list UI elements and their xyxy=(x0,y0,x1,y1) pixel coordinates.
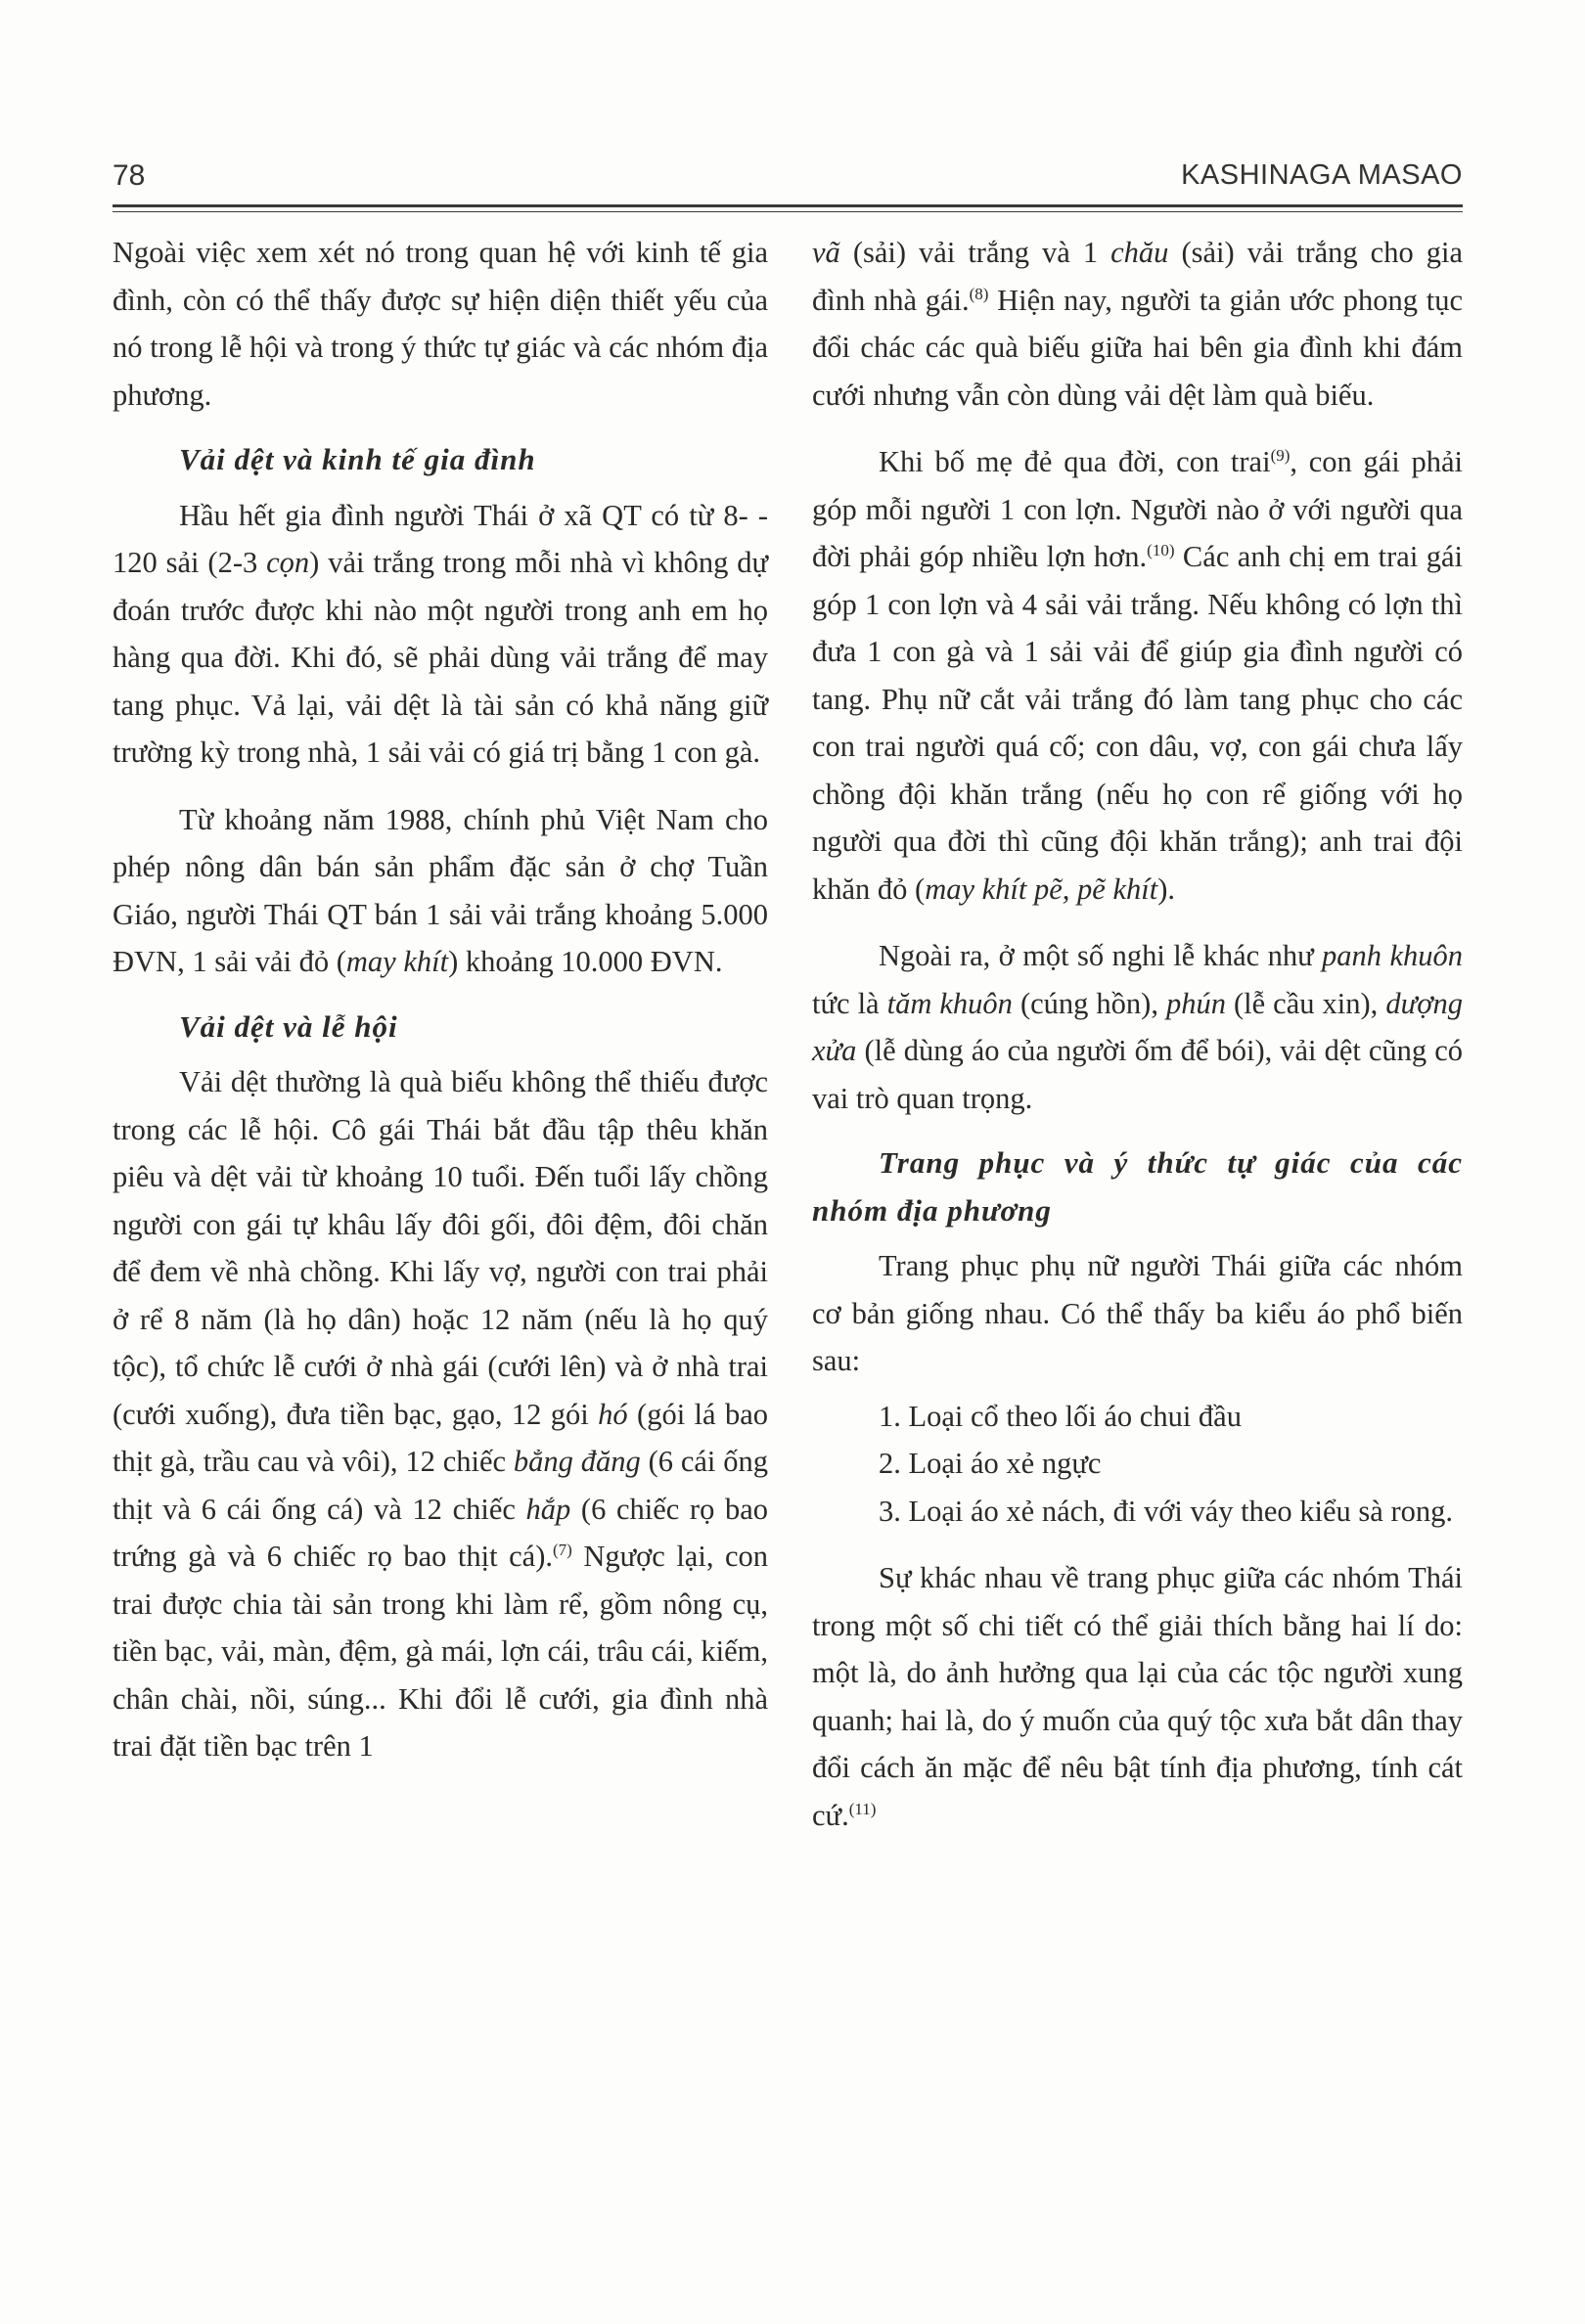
paragraph: Từ khoảng năm 1988, chính phủ Việt Nam cho phép nông dân bán sản phẩm đặc sản ở chợ Tuần Giáo, người Thái QT bán 1 sải vải trắng khoảng 5.000 ĐVN, 1 sải vải đỏ (may khít) khoảng 10.000 ĐVN. xyxy=(113,802,768,978)
footnote-ref: (8) xyxy=(969,284,989,303)
left-column xyxy=(113,229,768,1770)
paragraph: Khi bố mẹ đẻ qua đời, con trai$^{(9)}$, con gái phải góp mỗi người 1 con lợn. Người nào ở với người qua đời phải góp nhiều lợn hơn.$^{(10)}$ Các anh chị em trai gái góp 1 con lợn và 4 sải vải trắng. Nếu không có lợn thì đưa 1 con gà và 1 sải vải để giúp gia đình người có tang. Phụ nữ cắt vải trắng đó làm tang phục cho các con trai người quá cố; con dâu, vợ, con gái chưa lấy chồng đội khăn trắng (nếu họ con rể giống với họ người qua đời thì cũng đội khăn trắng); anh trai đội khăn đỏ (may khít pẽ, pẽ khít). xyxy=(812,445,1463,906)
page-number: 78 xyxy=(113,159,146,192)
list-item: 2. Loại áo xẻ ngực xyxy=(879,1447,1102,1480)
section-heading: Vải dệt và lễ hội xyxy=(179,1008,398,1044)
paragraph: Hầu hết gia đình người Thái ở xã QT có từ 8- - 120 sải (2-3 cọn) vải trắng trong mỗi nhà vì không dự đoán trước được khi nào một người trong anh em họ hàng qua đời. Khi đó, sẽ phải dùng vải trắng để may tang phục. Vả lại, vải dệt là tài sản có khả năng giữ trường kỳ trong nhà, 1 sải vải có giá trị bằng 1 con gà. xyxy=(113,498,768,769)
footnote-ref: (7) xyxy=(552,1540,572,1559)
footnote-ref: (9) xyxy=(1270,445,1291,465)
paragraph: Ngoài ra, ở một số nghi lễ khác như panh khuôn tức là tăm khuôn (cúng hồn), phún (lễ cầu xin), dượng xửa (lễ dùng áo của người ốm để bói), vải dệt cũng có vai trò quan trọng. xyxy=(812,939,1463,1115)
right-column xyxy=(812,229,1463,1839)
paragraph: Trang phục phụ nữ người Thái giữa các nhóm cơ bản giống nhau. Có thể thấy ba kiểu áo phổ biến sau: xyxy=(812,1249,1463,1377)
footnote-ref: (10) xyxy=(1147,540,1175,559)
page-header xyxy=(113,159,1463,204)
running-head: KASHINAGA MASAO xyxy=(1181,159,1463,191)
paragraph: Vải dệt thường là quà biếu không thể thiếu được trong các lễ hội. Cô gái Thái bắt đầu tập thêu khăn piêu và dệt vải từ khoảng 10 tuổi. Đến tuổi lấy chồng người con gái tự khâu lấy đôi gối, đôi đệm, đôi chăn để đem về nhà chồng. Khi lấy vợ, người con trai phải ở rể 8 năm (là họ dân) hoặc 12 năm (nếu là họ quý tộc), tổ chức lễ cưới ở nhà gái (cưới lên) và ở nhà trai (cưới xuống), đưa tiền bạc, gạo, 12 gói hó (gói lá bao thịt gà, trầu cau và vôi), 12 chiếc bẳng đăng (6 cái ống thịt và 6 cái ống cá) và 12 chiếc hắp (6 chiếc rọ bao trứng gà và 6 chiếc rọ bao thịt cá).$^{(7)}$ Ngược lại, con trai được chia tài sản trong khi làm rể, gồm nông cụ, tiền bạc, vải, màn, đệm, gà mái, lợn cái, trâu cái, kiếm, chân chài, nồi, súng... Khi đổi lễ cưới, gia đình nhà trai đặt tiền bạc trên 1 xyxy=(113,1065,769,1763)
header-rule-thin xyxy=(113,211,1463,212)
list-item: 1. Loại cổ theo lối áo chui đầu xyxy=(879,1399,1242,1433)
section-heading: Trang phục và ý thức tự giác của các nhóm địa phương xyxy=(812,1145,1463,1228)
paragraph: Sự khác nhau về trang phục giữa các nhóm Thái trong một số chi tiết có thể giải thích bằng hai lí do: một là, do ảnh hưởng qua lại của các tộc người xung quanh; hai là, do ý muốn của quý tộc xưa bắt dân thay đổi cách ăn mặc để nêu bật tính địa phương, tính cát cứ.$^{(11)}$ xyxy=(812,1561,1463,1832)
section-heading: Vải dệt và kinh tế gia đình xyxy=(179,442,536,476)
footnote-ref: (11) xyxy=(848,1799,877,1818)
list-item: 3. Loại áo xẻ nách, đi với váy theo kiểu sà rong. xyxy=(879,1494,1453,1528)
header-rule-thick xyxy=(113,204,1463,207)
paragraph: Ngoài việc xem xét nó trong quan hệ với kinh tế gia đình, còn có thể thấy được sự hiện diện thiết yếu của nó trong lễ hội và trong ý thức tự giác và các nhóm địa phương. xyxy=(113,236,768,412)
paragraph: vã (sải) vải trắng và 1 chău (sải) vải trắng cho gia đình nhà gái.$^{(8)}$ Hiện nay, người ta giản ước phong tục đổi chác các quà biếu giữa hai bên gia đình khi đám cưới nhưng vẫn còn dùng vải dệt làm quà biếu. xyxy=(812,236,1464,412)
